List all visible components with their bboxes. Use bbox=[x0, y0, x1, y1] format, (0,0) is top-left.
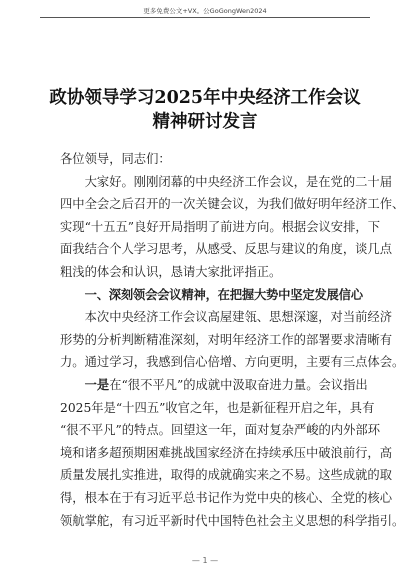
section-heading: 一、深刻领会会议精神，在把握大势中坚定发展信心 bbox=[84, 286, 363, 302]
paragraph-line: 2025年是“十四五”收官之年，也是新征程开启之年，具有 bbox=[60, 400, 375, 415]
header-note: 更多免费公文+VX。公GoGongWen2024 bbox=[143, 7, 267, 15]
page-number: — 1 — bbox=[191, 556, 219, 565]
salutation: 各位领导，同志们： bbox=[60, 152, 171, 166]
paragraph-line: “很不平凡”的特点。回望这一年，面对复杂严峻的内外部环 bbox=[60, 423, 380, 438]
paragraph-line: 本次中央经济工作会议高屋建瓴、思想深邃，对当前经济 bbox=[84, 310, 393, 325]
title-line-2: 精神研讨发言 bbox=[152, 112, 258, 132]
paragraph-line: 大家好。刚刚闭幕的中央经济工作会议，是在党的二十届 bbox=[84, 174, 393, 189]
paragraph-line: 形势的分析判断精准深刻，对明年经济工作的部署要求清晰有 bbox=[60, 332, 393, 347]
paragraph-line: 面我结合个人学习思考，从感受、反思与建议的角度，谈几点 bbox=[60, 242, 393, 257]
paragraph-line: 境和诸多超预期困难挑战国家经济在持续承压中破浪前行，高 bbox=[60, 445, 393, 460]
point-lead: 一是 bbox=[84, 376, 110, 392]
document-title bbox=[40, 86, 370, 134]
paragraph-line: 实现“十五五”良好开局指明了前进方向。根据会议安排，下 bbox=[60, 219, 380, 234]
title-line-1: 政协领导学习2025年中央经济工作会议 bbox=[49, 88, 361, 108]
paragraph-line: 四中全会之后召开的一次关键会议，为我们做好明年经济工作、 bbox=[60, 197, 405, 212]
paragraph-line bbox=[60, 374, 368, 397]
point-text: 在“很不平凡”的成就中汲取奋进力量。会议指出 bbox=[109, 377, 368, 392]
paragraph-line: 力。通过学习，我感到信心倍增、方向更明，主要有三点体会。 bbox=[60, 355, 405, 370]
header-divider bbox=[40, 17, 370, 18]
paragraph-line: 质量发展扎实推进，取得的成就确实来之不易。这些成就的取 bbox=[60, 468, 393, 483]
paragraph-line: 领航掌舵，有习近平新时代中国特色社会主义思想的科学指引。 bbox=[60, 513, 405, 528]
paragraph-line: 粗浅的体会和认识，恳请大家批评指正。 bbox=[60, 264, 282, 279]
paragraph-line: 得，根本在于有习近平总书记作为党中央的核心、全党的核心 bbox=[60, 490, 393, 505]
document-body bbox=[60, 148, 405, 532]
